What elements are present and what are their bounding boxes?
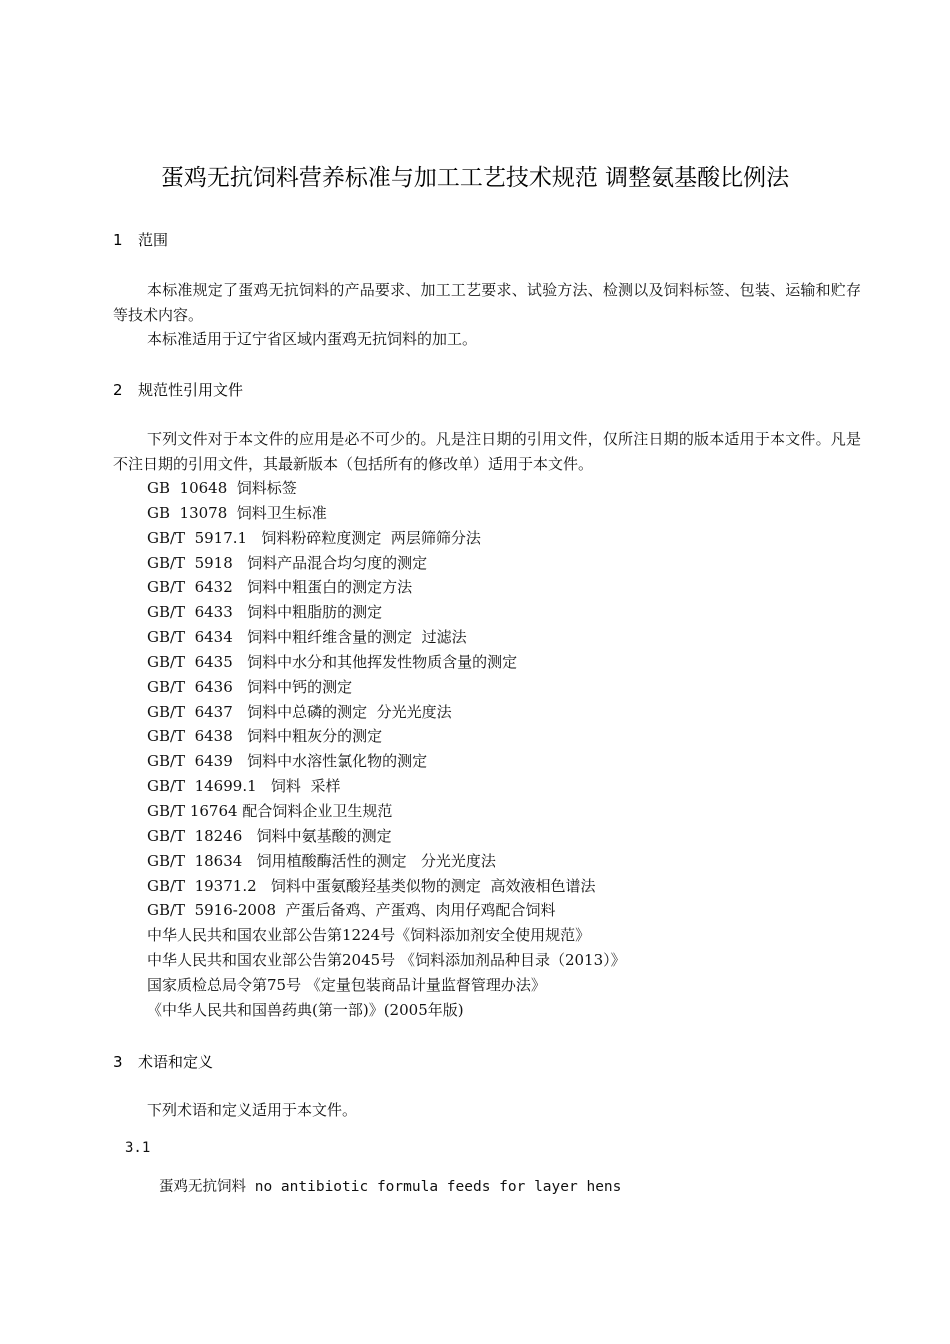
- reference-item: GB/T 16764 配合饲料企业卫生规范: [147, 801, 393, 820]
- paragraph: 下列术语和定义适用于本文件。: [147, 1101, 358, 1119]
- reference-item: 《中华人民共和国兽药典(第一部)》(2005年版): [147, 1000, 464, 1019]
- reference-list: [147, 476, 847, 1023]
- reference-item: 中华人民共和国农业部公告第2045号 《饲料添加剂品种目录（2013）》: [147, 951, 626, 970]
- reference-item: GB/T 5918 饲料产品混合均匀度的测定: [147, 553, 428, 572]
- subsection-number: 3.1: [125, 1140, 151, 1156]
- reference-item: GB/T 6435 饲料中水分和其他挥发性物质含量的测定: [147, 652, 518, 671]
- paragraph: 本标准适用于辽宁省区域内蛋鸡无抗饲料的加工。: [147, 330, 478, 348]
- paragraph: 本标准规定了蛋鸡无抗饲料的产品要求、加工工艺要求、试验方法、检测以及饲料标签、包装、运输和贮存等技术内容。: [113, 281, 861, 324]
- document-title: 蛋鸡无抗饲料营养标准与加工工艺技术规范 调整氨基酸比例法: [160, 165, 790, 191]
- section-number: 1: [113, 231, 123, 249]
- reference-item: GB/T 6438 饲料中粗灰分的测定: [147, 727, 383, 746]
- section-heading-scope: [113, 230, 168, 250]
- reference-item: GB/T 6437 饲料中总磷的测定 分光光度法: [147, 702, 452, 721]
- term-definition: 蛋鸡无抗饲料 no antibiotic formula feeds for layer hens: [159, 1179, 622, 1195]
- reference-item: GB/T 6436 饲料中钙的测定: [147, 677, 353, 696]
- reference-item: GB/T 6434 饲料中粗纤维含量的测定 过滤法: [147, 628, 467, 647]
- section-number: 3: [113, 1053, 123, 1071]
- reference-item: GB/T 18634 饲用植酸酶活性的测定 分光光度法: [147, 851, 496, 870]
- section-title: 范围: [138, 231, 169, 249]
- section-title: 规范性引用文件: [138, 381, 244, 399]
- reference-item: GB/T 19371.2 饲料中蛋氨酸羟基类似物的测定 高效液相色谱法: [147, 876, 596, 895]
- section-title: 术语和定义: [138, 1053, 214, 1071]
- reference-item: GB/T 14699.1 饲料 采样: [147, 777, 341, 796]
- paragraph: 下列文件对于本文件的应用是必不可少的。凡是注日期的引用文件，仅所注日期的版本适用于本文件。凡是不注日期的引用文件，其最新版本（包括所有的修改单）适用于本文件。: [113, 430, 861, 473]
- reference-item: GB 13078 饲料卫生标准: [147, 503, 327, 522]
- reference-item: GB/T 6439 饲料中水溶性氯化物的测定: [147, 752, 428, 771]
- section-heading-normative-references: [113, 380, 243, 400]
- reference-item: GB 10648 饲料标签: [147, 479, 297, 497]
- reference-item: GB/T 6433 饲料中粗脂肪的测定: [147, 603, 383, 622]
- reference-item: GB/T 6432 饲料中粗蛋白的测定方法: [147, 578, 413, 597]
- reference-item: GB/T 5916-2008 产蛋后备鸡、产蛋鸡、肉用仔鸡配合饲料: [147, 901, 556, 920]
- section-heading-terms-definitions: [113, 1052, 213, 1072]
- reference-item: GB/T 18246 饲料中氨基酸的测定: [147, 826, 392, 845]
- section-number: 2: [113, 381, 123, 399]
- reference-item: 中华人民共和国农业部公告第1224号《饲料添加剂安全使用规范》: [147, 926, 591, 945]
- reference-item: GB/T 5917.1 饲料粉碎粒度测定 两层筛筛分法: [147, 528, 481, 547]
- reference-item: 国家质检总局令第75号 《定量包装商品计量监督管理办法》: [147, 975, 546, 994]
